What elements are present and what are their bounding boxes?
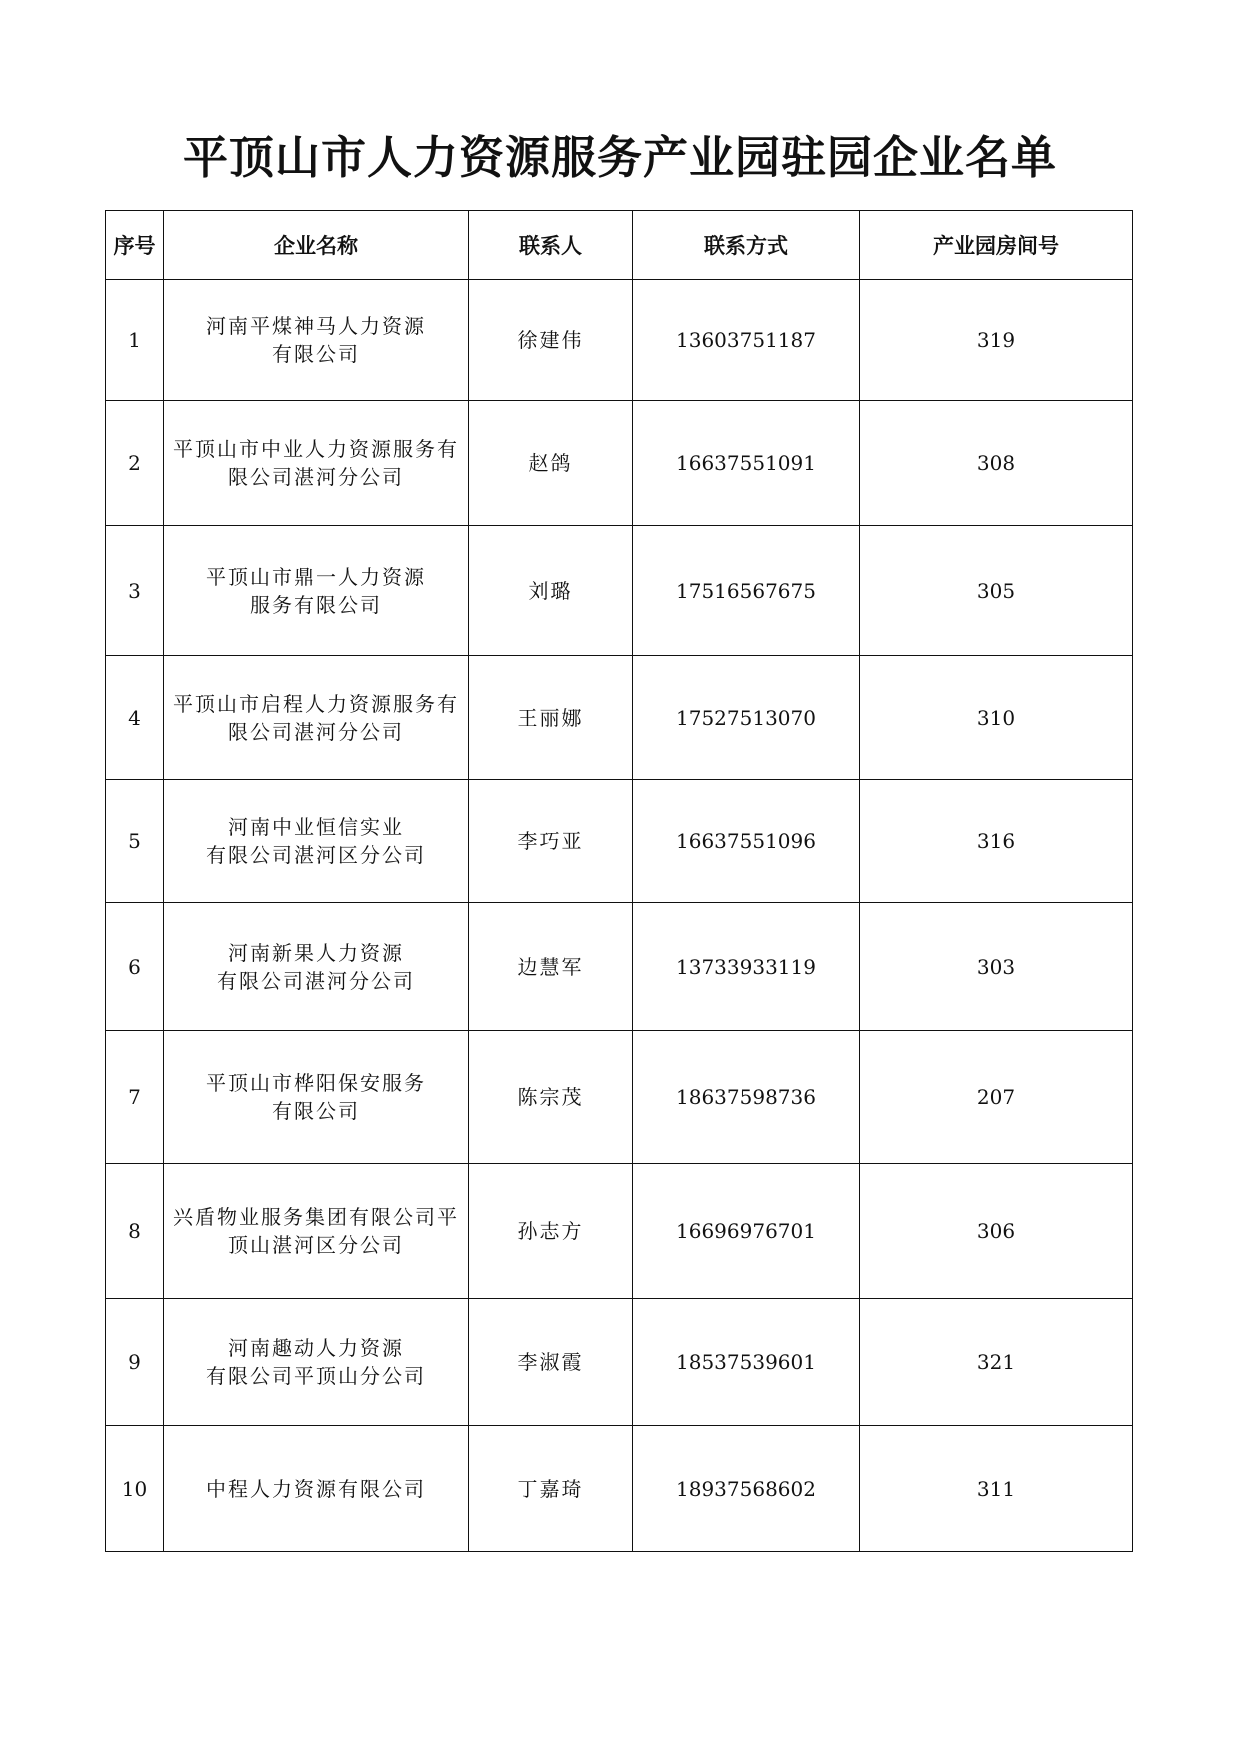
contact-person: 孙志方 [469, 1164, 633, 1299]
company-name-line: 有限公司平顶山分公司 [206, 1364, 426, 1388]
contact-person: 赵鸽 [469, 401, 633, 526]
company-name-line: 河南平煤神马人力资源 [206, 314, 426, 338]
table-row [106, 656, 1133, 780]
company-name-line: 平顶山市鼎一人力资源 [206, 564, 426, 589]
room-number: 319 [860, 280, 1133, 401]
company-name [164, 1031, 469, 1164]
company-name [164, 1164, 469, 1299]
company-name-line: 有限公司湛河分公司 [217, 968, 415, 993]
table-header-row [106, 211, 1133, 280]
contact-person: 刘璐 [469, 526, 633, 656]
room-number: 306 [860, 1164, 1133, 1299]
company-name-line: 河南新果人力资源 [228, 940, 404, 965]
contact-phone: 18937568602 [633, 1426, 860, 1552]
company-name [164, 1299, 469, 1426]
contact-person: 李巧亚 [469, 780, 633, 903]
room-number: 311 [860, 1426, 1133, 1552]
company-name-line: 中程人力资源有限公司 [206, 1476, 426, 1501]
row-index: 4 [106, 656, 164, 780]
row-index: 9 [106, 1299, 164, 1426]
company-name-line: 兴盾物业服务集团有限公司平 [173, 1205, 459, 1229]
company-name-line: 有限公司 [272, 342, 360, 366]
contact-person: 王丽娜 [469, 656, 633, 780]
contact-phone: 17527513070 [633, 656, 860, 780]
company-name-line: 平顶山市启程人力资源服务有 [173, 691, 459, 716]
contact-phone: 13603751187 [633, 280, 860, 401]
room-number: 303 [860, 903, 1133, 1031]
table-row [106, 1426, 1133, 1552]
row-index: 3 [106, 526, 164, 656]
room-number: 207 [860, 1031, 1133, 1164]
table-row [106, 1164, 1133, 1299]
company-name [164, 280, 469, 401]
table-row [106, 1031, 1133, 1164]
contact-phone: 18537539601 [633, 1299, 860, 1426]
company-name-line: 河南趣动人力资源 [228, 1336, 404, 1360]
table-row [106, 526, 1133, 656]
contact-phone: 16696976701 [633, 1164, 860, 1299]
room-number: 305 [860, 526, 1133, 656]
company-name-line: 平顶山市中业人力资源服务有 [173, 437, 459, 461]
contact-person: 陈宗茂 [469, 1031, 633, 1164]
row-index: 2 [106, 401, 164, 526]
company-name [164, 780, 469, 903]
contact-person: 李淑霞 [469, 1299, 633, 1426]
company-name [164, 526, 469, 656]
room-number: 316 [860, 780, 1133, 903]
contact-phone: 13733933119 [633, 903, 860, 1031]
company-name-line: 顶山湛河区分公司 [228, 1233, 404, 1257]
header-room-number: 产业园房间号 [860, 211, 1133, 280]
contact-phone: 17516567675 [633, 526, 860, 656]
row-index: 10 [106, 1426, 164, 1552]
company-name-line: 限公司湛河分公司 [228, 719, 404, 744]
enterprise-table [105, 210, 1133, 1552]
table-row [106, 401, 1133, 526]
contact-person: 徐建伟 [469, 280, 633, 401]
room-number: 321 [860, 1299, 1133, 1426]
company-name-line: 有限公司湛河区分公司 [206, 843, 426, 867]
row-index: 5 [106, 780, 164, 903]
contact-person: 边慧军 [469, 903, 633, 1031]
contact-phone: 16637551096 [633, 780, 860, 903]
room-number: 308 [860, 401, 1133, 526]
table-row [106, 1299, 1133, 1426]
company-name-line: 平顶山市桦阳保安服务 [206, 1071, 426, 1095]
row-index: 7 [106, 1031, 164, 1164]
table-row [106, 780, 1133, 903]
header-contact-phone: 联系方式 [633, 211, 860, 280]
company-name-line: 限公司湛河分公司 [228, 465, 404, 489]
company-name-line: 有限公司 [272, 1099, 360, 1123]
row-index: 6 [106, 903, 164, 1031]
company-name [164, 1426, 469, 1552]
header-company-name: 企业名称 [164, 211, 469, 280]
table-row [106, 280, 1133, 401]
contact-phone: 18637598736 [633, 1031, 860, 1164]
contact-person: 丁嘉琦 [469, 1426, 633, 1552]
page-title: 平顶山市人力资源服务产业园驻园企业名单 [182, 131, 1057, 184]
table-row [106, 903, 1133, 1031]
company-name [164, 401, 469, 526]
room-number: 310 [860, 656, 1133, 780]
row-index: 8 [106, 1164, 164, 1299]
header-contact-person: 联系人 [469, 211, 633, 280]
company-name-line: 服务有限公司 [250, 592, 382, 617]
header-index: 序号 [106, 211, 164, 280]
company-name [164, 656, 469, 780]
company-name-line: 河南中业恒信实业 [228, 815, 404, 839]
contact-phone: 16637551091 [633, 401, 860, 526]
row-index: 1 [106, 280, 164, 401]
company-name [164, 903, 469, 1031]
